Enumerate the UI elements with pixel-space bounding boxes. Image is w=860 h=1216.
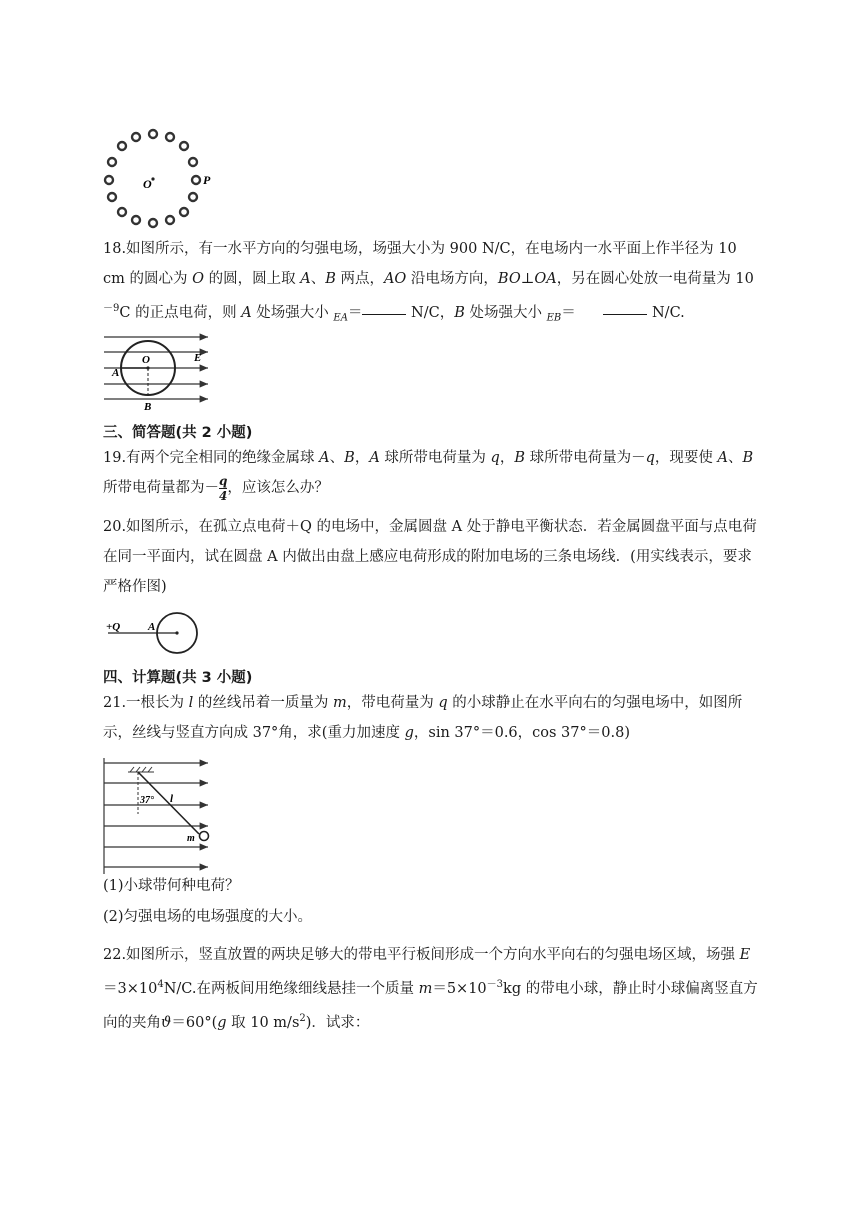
question-22: 22.如图所示，竖直放置的两块足够大的带电平行板间形成一个方向水平向右的匀强电场区域，场强 $E=3\times 10^4N/C$.在两板间用绝缘细线悬挂一个质量 $m=5\times 10^{-3}kg$ 的带电小球，静止时小球偏离竖直方向的夹角ϑ＝60°(g 取 10 $m/s^2$)．试求：: [103, 947, 758, 1031]
question-20: 20.如图所示，在孤立点电荷＋Q 的电场中，金属圆盘 A 处于静电平衡状态．若金属圆盘平面与点电荷在同一平面内，试在圆盘 A 内做出由盘上感应电荷形成的附加电场的三条电场线．(用实线表示，要求严格作图): [103, 519, 757, 595]
label-a: A: [112, 367, 120, 379]
label-m: m: [187, 833, 195, 844]
label-l: l: [170, 793, 174, 805]
label-plus-q: +Q: [106, 621, 121, 633]
label-p: P: [203, 173, 211, 187]
label-a: A: [148, 621, 156, 633]
question-18: 18.如图所示，有一水平方向的匀强电场，场强大小为 900 N/C，在电场内一水平面上作半径为 10 cm 的圆心为 O 的圆，圆上取 A、B 两点，AO 沿电场方向，BO⊥OA，另在圆心处放一电荷量为 $10^{-9}C$ 的正点电荷，则 A 处场强大小 $_{EA}$＝ N/C，B 处场强大小 $_{EB}$＝ N/C.: [103, 241, 754, 324]
question-21-part-1: (1)小球带何种电荷？: [103, 878, 240, 894]
section-heading-3: 三、简答题(共 2 小题): [103, 425, 253, 441]
label-e: E: [194, 352, 202, 364]
figure-field-circle: [100, 326, 212, 414]
label-o: O: [143, 177, 152, 191]
answer-blank-eb[interactable]: [603, 313, 647, 315]
question-19: 19.有两个完全相同的绝缘金属球 A、B，A 球所带电荷量为 q，B 球所带电荷量为－q，现要使 A、B 所带电荷量都为$-\frac{q}{4}$，应该怎么办？: [103, 450, 754, 503]
label-angle: 37°: [140, 795, 154, 806]
figure-ring-of-charges: [100, 124, 218, 230]
answer-blank-ea[interactable]: [362, 313, 406, 315]
section-heading-4: 四、计算题(共 3 小题): [103, 670, 253, 686]
question-21-part-2: (2)匀强电场的电场强度的大小。: [103, 909, 313, 925]
label-b: B: [144, 401, 152, 413]
label-o: O: [142, 354, 150, 366]
fraction-q-over-4: $\frac{q}{4}$: [219, 473, 228, 503]
question-21: 21.一根长为 l 的丝线吊着一质量为 m，带电荷量为 q 的小球静止在水平向右的匀强电场中，如图所示，丝线与竖直方向成 37°角，求(重力加速度 g，sin 37°＝0.6，cos 37°＝0.8): [103, 695, 743, 741]
figure-pendulum-field: [100, 758, 212, 874]
figure-point-charge-disc: [100, 608, 206, 658]
